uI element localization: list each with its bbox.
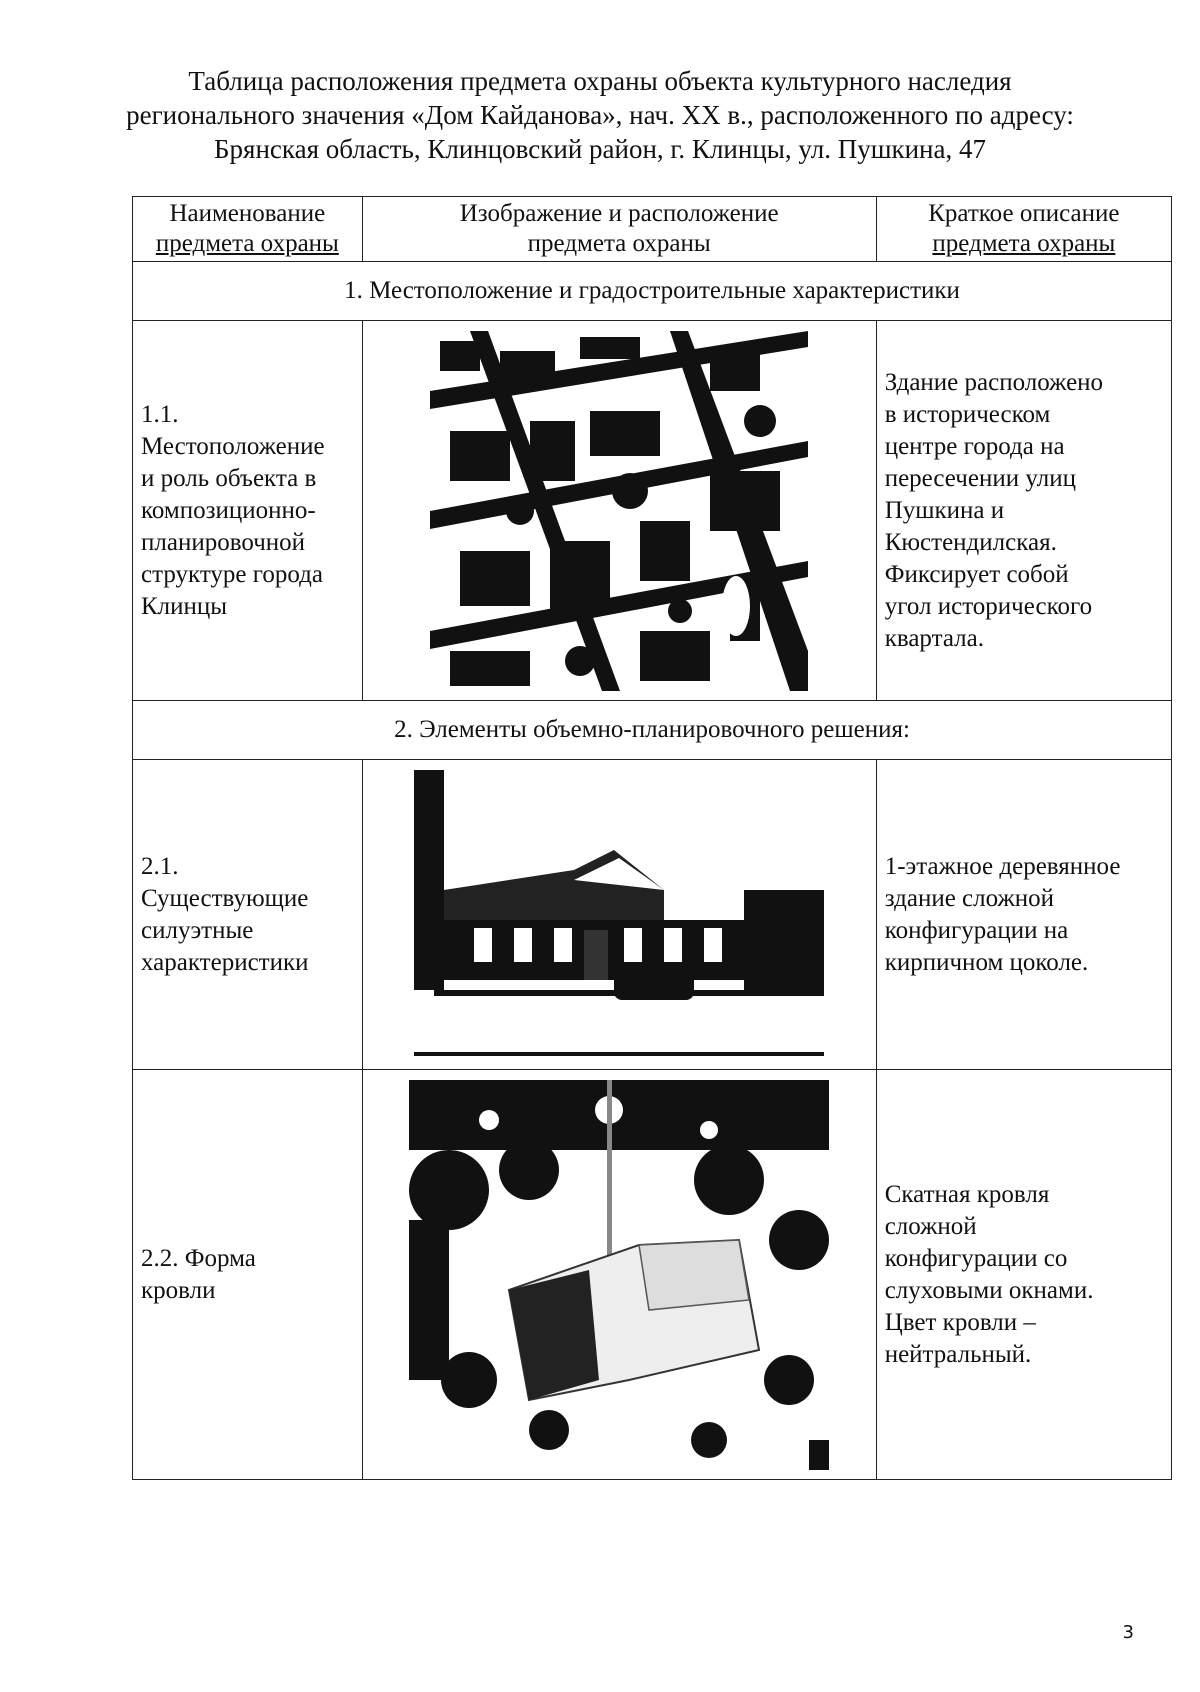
row-1-1-name-line: Клинцы	[141, 592, 228, 620]
row-2-2-desc-line: конфигурации со	[884, 1244, 1068, 1272]
header-image	[362, 197, 876, 262]
header-image-line1: Изображение и расположение	[459, 200, 779, 227]
row-1-1-desc-line: Фиксирует собой	[884, 560, 1069, 588]
header-description-line2: предмета охраны	[932, 230, 1116, 257]
row-2-1-desc-line: кирпичном цоколе.	[884, 948, 1089, 976]
row-2-1-desc-line: 1-этажное деревянное	[884, 852, 1121, 880]
section-heading-2: 2. Элементы объемно-планировочного решения:	[133, 701, 1172, 760]
row-1-1-name-line: и роль объекта в	[141, 464, 317, 492]
row-2-1-desc-line: здание сложной	[884, 884, 1055, 912]
row-1-1-name-line: структуре города	[141, 560, 323, 588]
row-1-1-name-line: 1.1.	[141, 400, 179, 428]
row-2-2-description	[876, 1070, 1171, 1480]
row-1-1-description	[876, 321, 1171, 701]
row-1-1-desc-line: квартала.	[884, 624, 984, 652]
row-1-1-name-line: Местоположение	[141, 432, 325, 460]
row-2-1-name-line: 2.1.	[141, 852, 179, 880]
header-description	[876, 197, 1171, 262]
title-line-2: регионального значения «Дом Кайданова», нач. XX в., расположенного по адресу:	[126, 100, 1074, 130]
protection-subject-table	[132, 196, 1172, 1480]
building-facade-photo	[414, 770, 824, 1060]
aerial-roof-photo	[409, 1080, 829, 1470]
section-heading-1: 1. Местоположение и градостроительные характеристики	[133, 262, 1172, 321]
section-row-1	[133, 262, 1172, 321]
header-description-line1: Краткое описание	[928, 200, 1120, 227]
row-2-1-desc-line: конфигурации на	[884, 916, 1069, 944]
row-1-1-name-line: планировочной	[141, 528, 306, 556]
row-1-1-desc-line: Пушкина и	[884, 496, 1005, 524]
row-1-1-desc-line: в историческом	[884, 400, 1051, 428]
row-2-2-name-line: кровли	[141, 1276, 216, 1304]
row-1-1-name-line: композиционно-	[141, 496, 316, 524]
table-row-2-1	[133, 760, 1172, 1070]
title-line-3: Брянская область, Клинцовский район, г. Клинцы, ул. Пушкина, 47	[214, 134, 986, 164]
aerial-city-map-photo	[430, 331, 808, 691]
row-2-2-desc-line: сложной	[884, 1212, 977, 1240]
header-image-line2: предмета охраны	[527, 230, 711, 257]
row-2-1-image-cell	[362, 760, 876, 1070]
table-row-2-2	[133, 1070, 1172, 1480]
title-line-1: Таблица расположения предмета охраны объекта культурного наследия	[188, 66, 1012, 96]
document-title	[80, 64, 1120, 166]
row-2-2-name	[133, 1070, 363, 1480]
table-row-1-1	[133, 321, 1172, 701]
header-name	[133, 197, 363, 262]
row-2-2-desc-line: Цвет кровли –	[884, 1308, 1036, 1336]
row-2-2-image-cell	[362, 1070, 876, 1480]
row-2-2-name-line: 2.2. Форма	[141, 1244, 256, 1272]
row-1-1-name	[133, 321, 363, 701]
row-1-1-desc-line: пересечении улиц	[884, 464, 1076, 492]
page-number: 3	[1122, 1622, 1134, 1643]
row-2-1-name-line: характеристики	[141, 948, 309, 976]
row-2-2-desc-line: Скатная кровля	[884, 1180, 1050, 1208]
header-name-line2: предмета охраны	[155, 230, 339, 257]
section-row-2	[133, 701, 1172, 760]
row-2-1-name-line: Существующие	[141, 884, 309, 912]
table-header-row	[133, 197, 1172, 262]
row-1-1-desc-line: Здание расположено	[884, 368, 1104, 396]
row-2-2-desc-line: нейтральный.	[884, 1340, 1032, 1368]
row-1-1-desc-line: центре города на	[884, 432, 1065, 460]
row-1-1-image-cell	[362, 321, 876, 701]
row-2-1-description	[876, 760, 1171, 1070]
row-1-1-desc-line: угол исторического	[884, 592, 1093, 620]
row-2-1-name	[133, 760, 363, 1070]
row-1-1-desc-line: Кюстендилская.	[884, 528, 1057, 556]
row-2-2-desc-line: слуховыми окнами.	[884, 1276, 1094, 1304]
header-name-line1: Наименование	[169, 200, 326, 227]
row-2-1-name-line: силуэтные	[141, 916, 254, 944]
